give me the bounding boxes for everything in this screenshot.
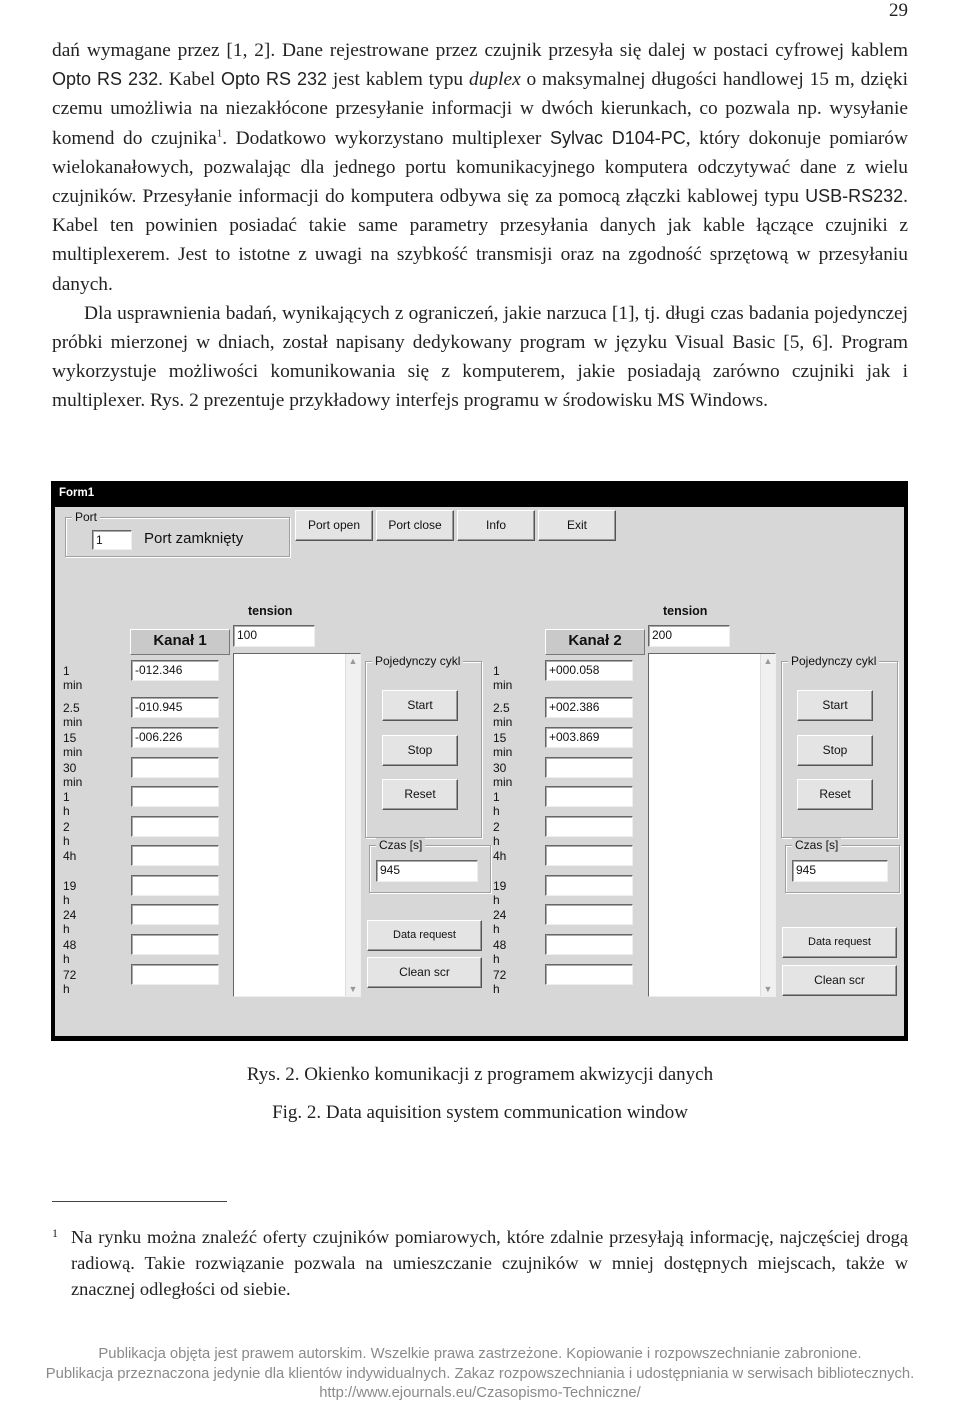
clean-scr-button[interactable]: Clean scr: [782, 965, 897, 996]
single-cycle-frame: Pojedynczy cykl: [365, 661, 482, 838]
figure-caption-en: Fig. 2. Data aquisition system communication window: [272, 1102, 688, 1123]
reset-button[interactable]: Reset: [382, 779, 458, 810]
interval-label: 2.5 min: [63, 701, 83, 729]
start-button[interactable]: Start: [382, 690, 458, 721]
reading-value-field[interactable]: [545, 757, 633, 778]
title-bar: [51, 481, 908, 507]
stop-button[interactable]: Stop: [797, 735, 873, 766]
reading-value-field[interactable]: [131, 964, 219, 985]
reading-value-field[interactable]: -010.945: [131, 697, 219, 718]
footnote-separator: [52, 1201, 227, 1202]
interval-label: 19 h: [493, 879, 507, 907]
interval-label: 1 h: [493, 790, 500, 818]
footnote: [52, 1224, 908, 1302]
time-frame: Czas [s] 945: [785, 845, 900, 893]
reset-button[interactable]: Reset: [797, 779, 873, 810]
reading-value-field[interactable]: [131, 786, 219, 807]
interval-label: 19 h: [63, 879, 77, 907]
port-number-input[interactable]: 1: [92, 530, 132, 550]
tension-label: tension: [663, 604, 708, 618]
reading-value-field[interactable]: [131, 845, 219, 866]
interval-label: 24 h: [493, 908, 507, 936]
paragraph-2: Dla usprawnienia badań, wynikających z ograniczeń, jakie narzuca [1], tj. długi czas badania pojedynczej próbki mierzonej w dniach, został napisany dedykowany program w języku Visual Basic [5, 6]. Program wykorzystuje możliwości komunikowania się z komputerem, jakie posiadają zarówno czujniki jak i multiplexer. Rys. 2 prezentuje przykładowy interfejs programu w środowisku MS Windows.: [52, 302, 908, 412]
exit-button[interactable]: Exit: [538, 510, 616, 541]
journal-url[interactable]: http://www.ejournals.eu/Czasopismo-Techniczne/: [319, 1385, 641, 1401]
tension-input[interactable]: 100: [233, 625, 315, 647]
body-text: [52, 36, 908, 416]
figure-caption-pl: Rys. 2. Okienko komunikacji z programem akwizycji danych: [246, 1064, 714, 1085]
reading-value-field[interactable]: [545, 786, 633, 807]
data-request-button[interactable]: Data request: [367, 920, 482, 951]
readings-listbox[interactable]: [648, 653, 776, 997]
scroll-down-icon[interactable]: ▼: [763, 984, 773, 994]
channel-title: Kanał 2: [545, 629, 645, 655]
interval-label: 48 h: [493, 938, 507, 966]
time-input[interactable]: 945: [376, 860, 478, 882]
interval-label: 1 min: [63, 664, 83, 692]
tension-input[interactable]: 200: [648, 625, 730, 647]
readings-listbox[interactable]: [233, 653, 361, 997]
time-frame: Czas [s] 945: [369, 845, 491, 893]
interval-label: 2.5 min: [493, 701, 513, 729]
app-window: [51, 481, 908, 1041]
window-bottom-edge: [51, 1036, 908, 1041]
reading-value-field[interactable]: [545, 845, 633, 866]
interval-label: 4h: [63, 849, 77, 863]
interval-label: 4h: [493, 849, 507, 863]
reading-value-field[interactable]: [545, 964, 633, 985]
footnote-mark: 1: [52, 1226, 58, 1240]
figure-screenshot: [51, 481, 908, 1041]
copyright-line-2: Publikacja przeznaczona jedynie dla klientów indywidualnych. Zakaz rozpowszechniania i udostępniania w serwisach bibliotecznych.: [45, 1366, 915, 1382]
reading-value-field[interactable]: +000.058: [545, 660, 633, 681]
port-frame-caption: Port: [72, 510, 100, 524]
reading-value-field[interactable]: [131, 757, 219, 778]
interval-label: 2 h: [63, 820, 70, 848]
interval-label: 2 h: [493, 820, 500, 848]
reading-value-field[interactable]: [131, 875, 219, 896]
interval-label: 48 h: [63, 938, 77, 966]
time-input[interactable]: 945: [792, 860, 888, 882]
interval-label: 15 min: [63, 731, 83, 759]
interval-label: 72 h: [493, 968, 507, 996]
listbox-scrollbar[interactable]: [345, 654, 360, 996]
footnote-ref: 1: [216, 127, 223, 140]
scroll-down-icon[interactable]: ▼: [348, 984, 358, 994]
reading-value-field[interactable]: +002.386: [545, 697, 633, 718]
page-number: 29: [889, 0, 908, 21]
port-close-button[interactable]: Port close: [376, 510, 454, 541]
channel-title: Kanał 1: [130, 629, 230, 655]
port-open-button[interactable]: Port open: [295, 510, 373, 541]
footnote-text: Na rynku można znaleźć oferty czujników pomiarowych, które zdalnie przesyłają informację, najczęściej drogą radiową. Takie rozwiązanie pozwala na umieszczanie czujników w mniej dostępnych miejscach, także w znacznej odległości od siebie.: [71, 1227, 908, 1299]
interval-label: 30 min: [493, 761, 513, 789]
window-title: Form1: [59, 487, 95, 499]
info-button[interactable]: Info: [457, 510, 535, 541]
clean-scr-button[interactable]: Clean scr: [367, 957, 482, 988]
paragraph-1: dań wymagane przez [1, 2]. Dane rejestrowane przez czujnik przesyła się dalej w postaci cyfrowej kablem Opto RS 232. Kabel Opto RS 232 jest kablem typu duplex o maksymalnej długości handlowej 15 m, dzięki czemu umożliwia na niezakłócone przesyłanie informacji w dwóch kierunkach, co pozwala np. wysyłanie komend do czujnika$^1$. Dodatkowo wykorzystano multiplexer Sylvac D104-PC, który dokonuje pomiarów wielokanałowych, pozwalając dla jednego portu komunikacyjnego komputera odczytywać dane z wielu czujników. Przesyłanie informacji do komputera odbywa się za pomocą złączki kablowej typu USB-RS232. Kabel ten powinien posiadać takie same parametry przesyłania danych jak kable łączące czujniki z multiplexerem. Jest to istotne z uwagi na szybkość transmisji oraz na zgodność sprzętową w przesyłaniu danych.: [52, 40, 908, 295]
reading-value-field[interactable]: [131, 816, 219, 837]
single-cycle-frame: Pojedynczy cykl: [781, 661, 898, 838]
interval-label: 1 h: [63, 790, 70, 818]
scroll-up-icon[interactable]: ▲: [348, 656, 358, 666]
listbox-scrollbar[interactable]: [760, 654, 775, 996]
reading-value-field[interactable]: +003.869: [545, 727, 633, 748]
reading-value-field[interactable]: [545, 904, 633, 925]
reading-value-field[interactable]: [545, 875, 633, 896]
data-request-button[interactable]: Data request: [782, 927, 897, 958]
reading-value-field[interactable]: [131, 904, 219, 925]
stop-button[interactable]: Stop: [382, 735, 458, 766]
reading-value-field[interactable]: [545, 934, 633, 955]
reading-value-field[interactable]: [131, 934, 219, 955]
tension-label: tension: [248, 604, 293, 618]
reading-value-field[interactable]: -006.226: [131, 727, 219, 748]
scroll-up-icon[interactable]: ▲: [763, 656, 773, 666]
reading-value-field[interactable]: -012.346: [131, 660, 219, 681]
start-button[interactable]: Start: [797, 690, 873, 721]
copyright-line-1: Publikacja objęta jest prawem autorskim. Wszelkie prawa zastrzeżone. Kopiowanie i rozpowszechnianie zabronione.: [98, 1346, 862, 1362]
interval-label: 15 min: [493, 731, 513, 759]
interval-label: 1 min: [493, 664, 513, 692]
reading-value-field[interactable]: [545, 816, 633, 837]
port-frame: [65, 510, 290, 557]
port-status: Port zamknięty: [144, 530, 244, 547]
interval-label: 72 h: [63, 968, 77, 996]
interval-label: 30 min: [63, 761, 83, 789]
window-client-area: [55, 507, 904, 1036]
interval-label: 24 h: [63, 908, 77, 936]
